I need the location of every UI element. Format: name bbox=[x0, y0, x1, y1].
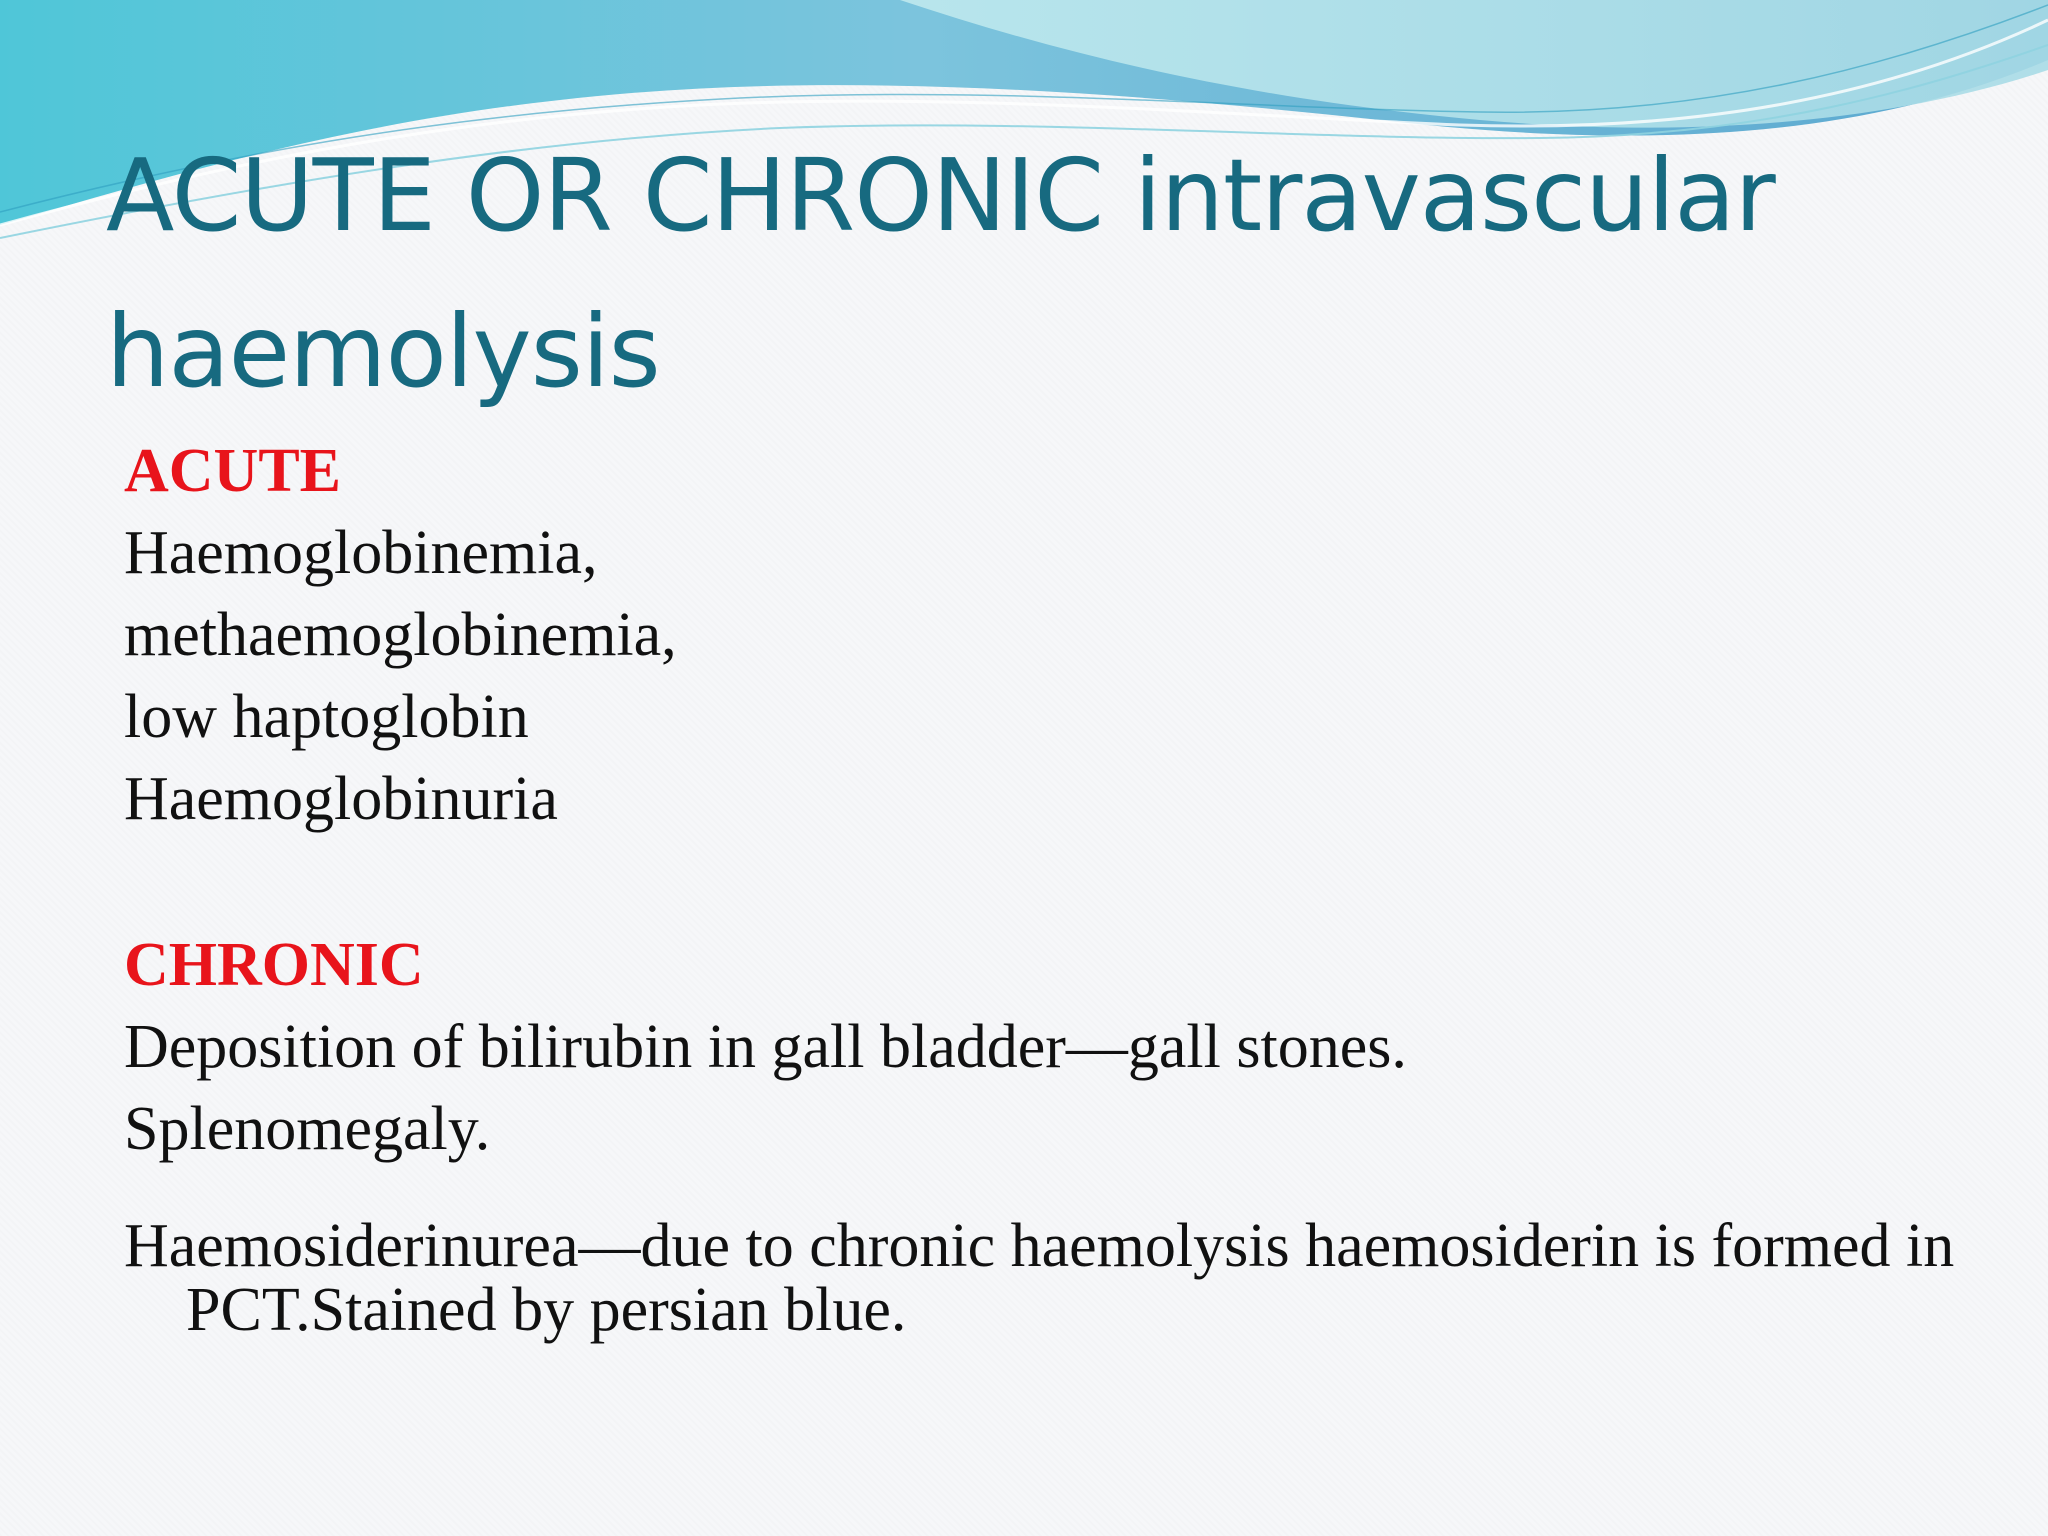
chronic-heading: CHRONIC bbox=[124, 931, 424, 999]
section-spacer bbox=[124, 1170, 1984, 1214]
acute-item: Haemoglobinemia, bbox=[124, 519, 598, 587]
haemosiderinurea-note: Haemosiderinurea—due to chronic haemolysis haemosiderin is formed in PCT.Stained by persian blue. bbox=[124, 1212, 1955, 1344]
slide-title-line-1: ACUTE OR CHRONIC intravascular bbox=[106, 137, 1775, 254]
acute-heading: ACUTE bbox=[124, 437, 342, 505]
acute-item: methaemoglobinemia, bbox=[124, 601, 677, 669]
slide-body bbox=[124, 430, 1984, 1342]
chronic-item: Splenomegaly. bbox=[124, 1095, 491, 1163]
chronic-item: Deposition of bilirubin in gall bladder—gall stones. bbox=[124, 1013, 1407, 1081]
acute-item: low haptoglobin bbox=[124, 683, 529, 751]
acute-item: Haemoglobinuria bbox=[124, 765, 558, 833]
slide-title-line-2: haemolysis bbox=[106, 293, 660, 410]
slide-title bbox=[106, 118, 1966, 430]
section-spacer bbox=[124, 840, 1984, 924]
